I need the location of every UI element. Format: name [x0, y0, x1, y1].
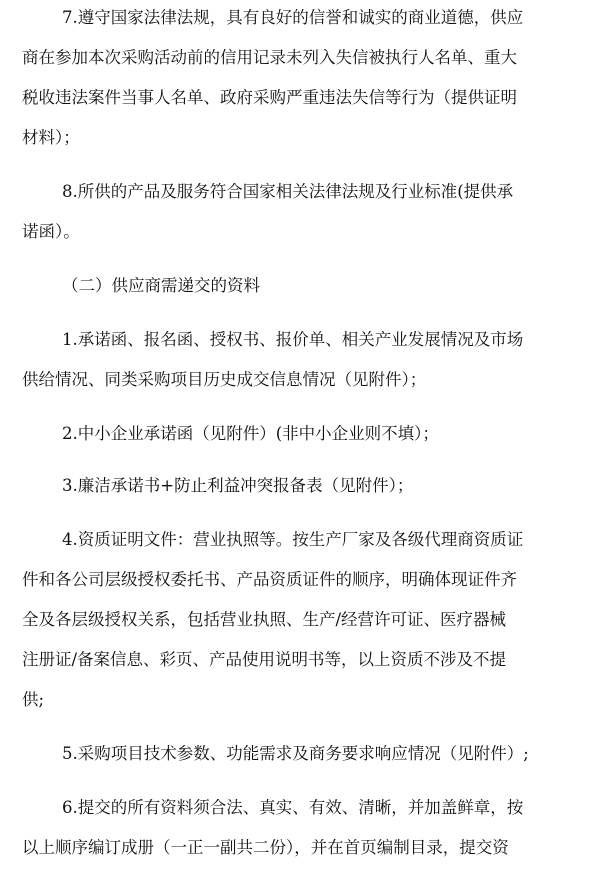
text-line: 6.提交的所有资料须合法、真实、有效、清晰，并加盖鲜章，按 [62, 798, 524, 817]
text-line: 3.廉洁承诺书+防止利益冲突报备表（见附件）； [62, 476, 414, 495]
text-line: 注册证/备案信息、彩页、产品使用说明书等，以上资质不涉及不提 [22, 650, 507, 669]
text-line: 2.中小企业承诺函（见附件）(非中小企业则不填）； [62, 424, 439, 443]
text-line: 税收违法案件当事人名单、政府采购严重违法失信等行为（提供证明 [22, 88, 517, 107]
text-line: 材料）； [22, 128, 80, 147]
text-line: 8.所供的产品及服务符合国家相关法律法规及行业标准(提供承 [62, 182, 514, 201]
text-line: 供; [22, 690, 45, 709]
text-line: 以上顺序编订成册（一正一副共二份），并在首页编制目录，提交资 [22, 838, 509, 857]
text-line: 7.遵守国家法律法规，具有良好的信誉和诚实的商业道德，供应 [62, 8, 524, 27]
text-line: 诺函）。 [22, 222, 80, 241]
text-line: 供给情况、同类采购项目历史成交信息情况（见附件）； [22, 370, 427, 389]
text-line: 商在参加本次采购活动前的信用记录未列入失信被执行人名单、重大 [22, 48, 517, 67]
text-line: 1.承诺函、报名函、授权书、报价单、相关产业发展情况及市场 [62, 330, 524, 349]
text-line: 件和各公司层级授权委托书、产品资质证件的顺序，明确体现证件齐 [22, 570, 517, 589]
section-heading-text: （二）供应商需递交的资料 [62, 276, 260, 295]
text-line: 全及各层级授权关系，包括营业执照、生产/经营许可证、医疗器械 [22, 610, 507, 629]
text-line: 5.采购项目技术参数、功能需求及商务要求响应情况（见附件）; [62, 744, 529, 763]
text-line: 4.资质证明文件：营业执照等。按生产厂家及各级代理商资质证 [62, 530, 524, 549]
